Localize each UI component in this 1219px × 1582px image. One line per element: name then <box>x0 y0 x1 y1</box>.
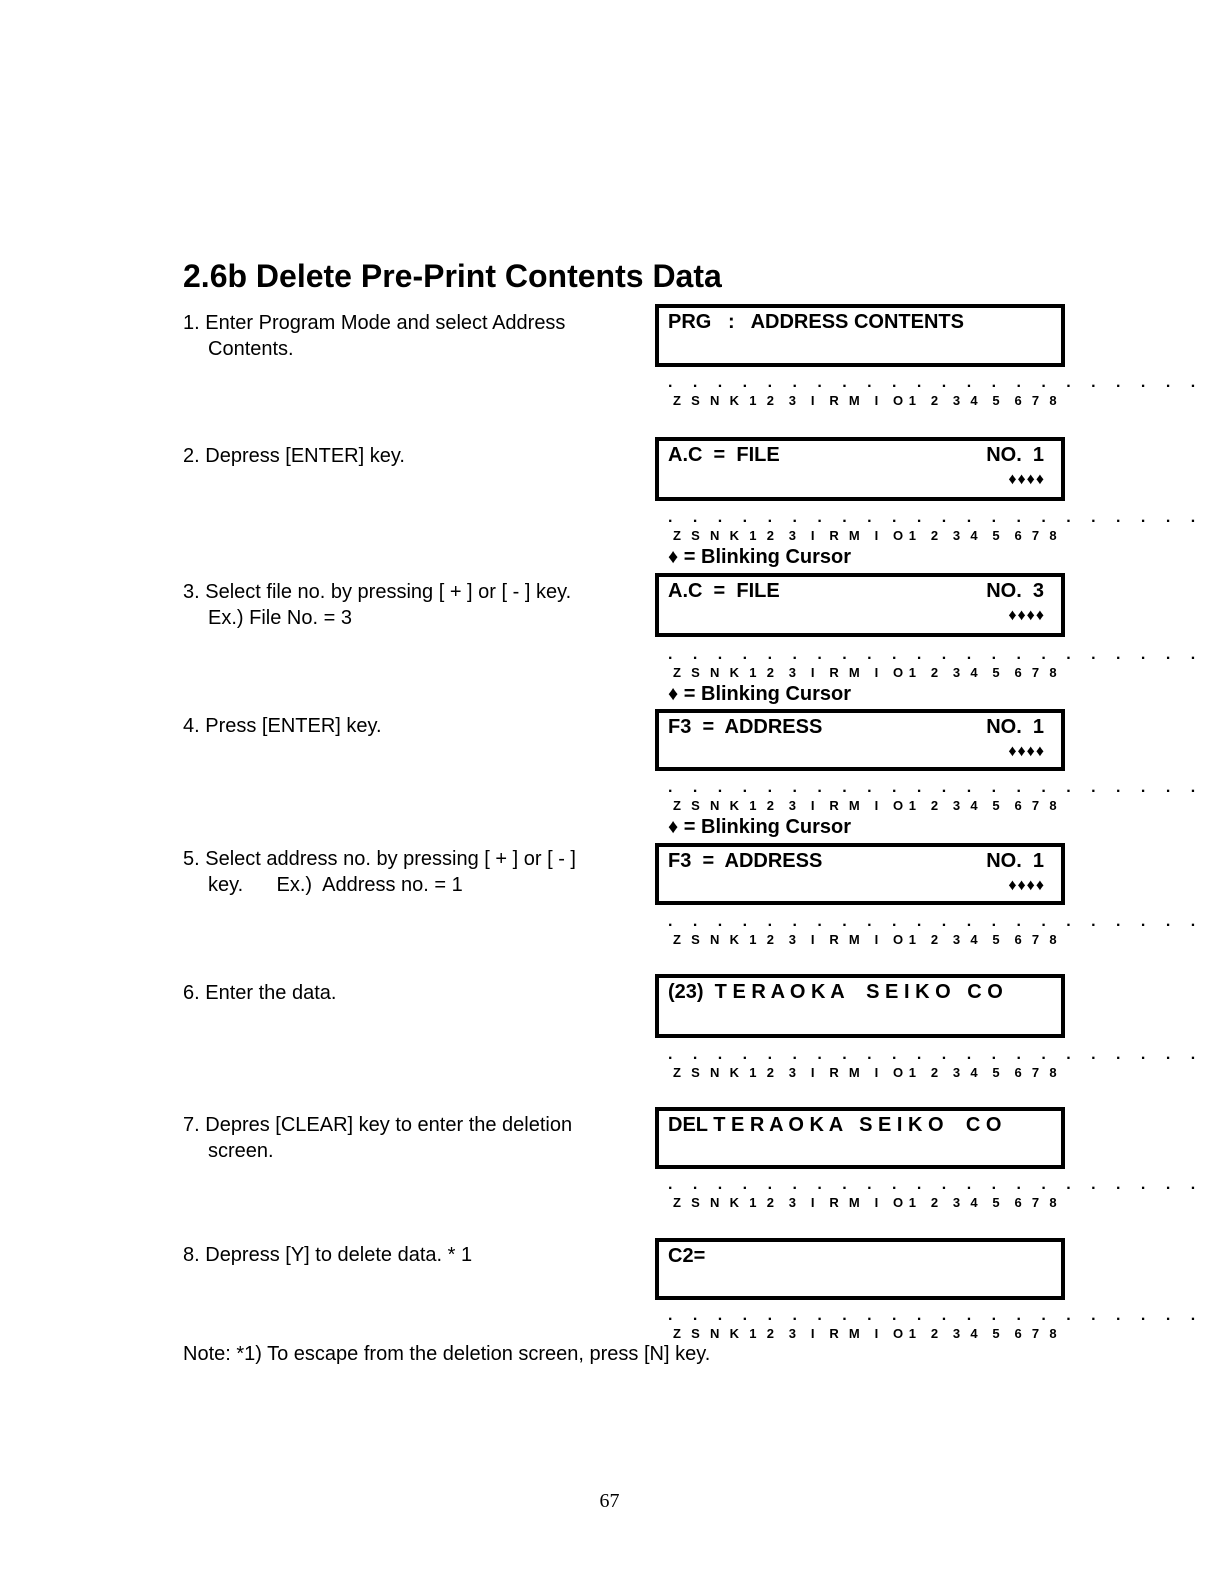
lcd-display-1: PRG : ADDRESS CONTENTS <box>655 304 1065 367</box>
indicator-labels: Z S N K 1 2 3 I R M I O 1 2 3 4 5 6 7 8 <box>673 1065 1058 1080</box>
step-4: 4. Press [ENTER] key. <box>183 715 382 737</box>
step-5: 5. Select address no. by pressing [ + ] or [ - ] key. Ex.) Address no. = 1 <box>183 848 576 896</box>
step-1: 1. Enter Program Mode and select Address Contents. <box>183 312 566 360</box>
step-6: 6. Enter the data. <box>183 982 337 1004</box>
lcd-display-7: DEL T E R A O K A S E I K O C O <box>655 1107 1065 1169</box>
blinking-cursor-icon: ♦♦♦♦ <box>1008 743 1045 760</box>
indicator-dots: . . . . . . . . . . . . . . . . . . . . . . <box>668 779 1204 796</box>
indicator-labels: Z S N K 1 2 3 I R M I O 1 2 3 4 5 6 7 8 <box>673 665 1058 680</box>
indicator-labels: Z S N K 1 2 3 I R M I O 1 2 3 4 5 6 7 8 <box>673 798 1058 813</box>
indicator-dots: . . . . . . . . . . . . . . . . . . . . . . <box>668 1307 1204 1324</box>
lcd-display-6: (23) T E R A O K A S E I K O C O <box>655 974 1065 1038</box>
blinking-cursor-icon: ♦♦♦♦ <box>1008 471 1045 488</box>
indicator-labels: Z S N K 1 2 3 I R M I O 1 2 3 4 5 6 7 8 <box>673 393 1058 408</box>
indicator-dots: . . . . . . . . . . . . . . . . . . . . . . <box>668 1176 1204 1193</box>
indicator-dots: . . . . . . . . . . . . . . . . . . . . . . <box>668 1046 1204 1063</box>
lcd-display-8: C2= <box>655 1238 1065 1300</box>
indicator-dots: . . . . . . . . . . . . . . . . . . . . . . <box>668 509 1204 526</box>
indicator-labels: Z S N K 1 2 3 I R M I O 1 2 3 4 5 6 7 8 <box>673 932 1058 947</box>
cursor-legend: ♦ = Blinking Cursor <box>668 546 852 568</box>
page-title: 2.6b Delete Pre-Print Contents Data <box>183 258 722 294</box>
blinking-cursor-icon: ♦♦♦♦ <box>1008 607 1045 624</box>
blinking-cursor-icon: ♦♦♦♦ <box>1008 877 1045 894</box>
step-2: 2. Depress [ENTER] key. <box>183 445 405 467</box>
indicator-labels: Z S N K 1 2 3 I R M I O 1 2 3 4 5 6 7 8 <box>673 528 1058 543</box>
page-number: 67 <box>599 1490 620 1512</box>
cursor-legend: ♦ = Blinking Cursor <box>668 683 852 705</box>
lcd-display-5: F3 = ADDRESS NO. 1 ♦♦♦♦ <box>655 843 1065 905</box>
step-3: 3. Select file no. by pressing [ + ] or [ - ] key. Ex.) File No. = 3 <box>183 581 572 629</box>
cursor-legend: ♦ = Blinking Cursor <box>668 816 852 838</box>
indicator-dots: . . . . . . . . . . . . . . . . . . . . . . <box>668 646 1204 663</box>
step-8: 8. Depress [Y] to delete data. * 1 <box>183 1244 473 1266</box>
indicator-labels: Z S N K 1 2 3 I R M I O 1 2 3 4 5 6 7 8 <box>673 1195 1058 1210</box>
footnote: Note: *1) To escape from the deletion screen, press [N] key. <box>183 1343 711 1365</box>
lcd-display-2: A.C = FILE NO. 1 ♦♦♦♦ <box>655 437 1065 501</box>
indicator-labels: Z S N K 1 2 3 I R M I O 1 2 3 4 5 6 7 8 <box>673 1326 1058 1341</box>
indicator-dots: . . . . . . . . . . . . . . . . . . . . . . <box>668 374 1204 391</box>
lcd-display-3: A.C = FILE NO. 3 ♦♦♦♦ <box>655 573 1065 637</box>
lcd-display-4: F3 = ADDRESS NO. 1 ♦♦♦♦ <box>655 709 1065 771</box>
step-7: 7. Depres [CLEAR] key to enter the deletion screen. <box>183 1114 573 1162</box>
indicator-dots: . . . . . . . . . . . . . . . . . . . . . . <box>668 913 1204 930</box>
